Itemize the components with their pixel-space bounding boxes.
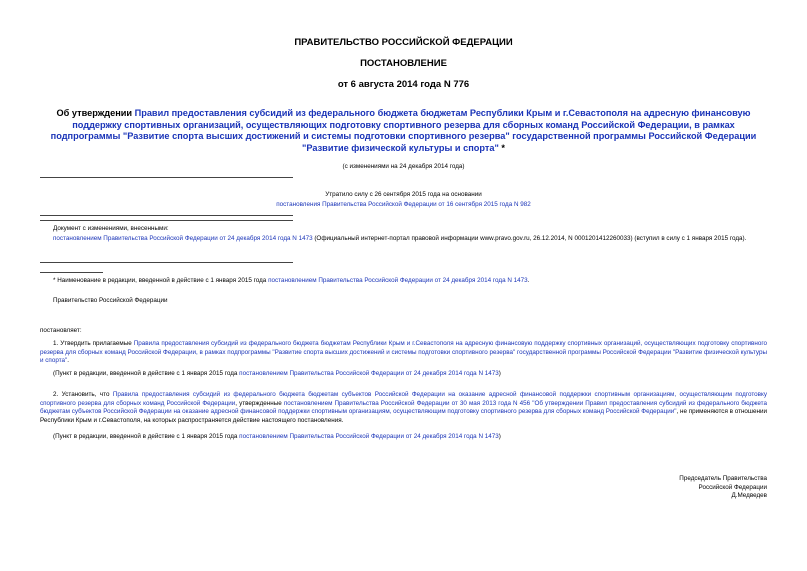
- item-2-note-link[interactable]: постановлением Правительства Российской Федерации от 24 декабря 2014 года N 1473: [239, 433, 499, 440]
- footnote-divider: [40, 272, 103, 273]
- footnote-end: .: [527, 277, 530, 284]
- changes-link[interactable]: постановлением Правительства Российской Федерации от 24 декабря 2014 года N 1473: [53, 235, 313, 242]
- item-2-decree-link[interactable]: постановлением Правительства Российской Федерации от 30 мая 2013 года N 456 "Об утверждении Правил предоставления субсидий из федерального бюджета бюджетам субъектов Российской Федерации на оказание адресной финансовой поддержки спортивным организациям, осуществляющим подготовку спортивного резерва для сборных команд Российской Федерации": [40, 399, 767, 416]
- divider: [40, 262, 293, 263]
- item-2-mid: , утвержденные: [235, 399, 284, 407]
- divider: [40, 177, 293, 178]
- item-1-note-text: (Пункт в редакции, введенной в действие с 1 января 2015 года: [53, 370, 240, 377]
- item-1-note-end: ): [498, 370, 501, 377]
- title-rules-link[interactable]: Правил предоставления субсидий из федерального бюджета бюджетам Республики Крым и г.Севастополя на адресную финансовую поддержку спортивных организаций, осуществляющих подготовку спортивного резерва для сборных команд Российской Федерации, в рамках подпрограммы "Развитие спорта высших достижений и системы подготовки спортивного резерва" государственной программы Российской Федерации "Развитие физической культуры и спорта": [50, 108, 757, 153]
- item-2-note-end: ): [498, 433, 501, 440]
- government-heading: ПРАВИТЕЛЬСТВО РОССИЙСКОЙ ФЕДЕРАЦИИ: [294, 37, 513, 48]
- item-1-note: [53, 370, 501, 379]
- item-1-note-link[interactable]: постановлением Правительства Российской Федерации от 24 декабря 2014 года N 1473: [239, 370, 499, 377]
- decides-word: постановляет:: [40, 327, 82, 334]
- item-1-start: 1. Утвердить прилагаемые: [53, 340, 134, 347]
- lost-force-link[interactable]: постановления Правительства Российской Федерации от 16 сентября 2015 года N 982: [276, 201, 531, 208]
- footnote-link[interactable]: постановлением Правительства Российской Федерации от 24 декабря 2014 года N 1473: [268, 277, 528, 284]
- document-date-number: от 6 августа 2014 года N 776: [337, 79, 470, 90]
- document-title: [40, 108, 767, 154]
- item-2-end: , не применяются в отношении Республики Крым и г.Севастополя, на которых распространяется действие настоящего постановления.: [40, 408, 768, 424]
- item-2: [40, 391, 767, 425]
- item-1-rules-link[interactable]: Правила предоставления субсидий из федерального бюджета бюджетам Республики Крым и г.Севастополя на адресную финансовую поддержку спортивных организаций, осуществляющих подготовку спортивного резерва для сборных команд Российской Федерации, в рамках подпрограммы "Развитие спорта высших достижений и системы подготовки спортивного резерва" государственной программы Российской Федерации "Развитие физической культуры и спорта": [40, 340, 768, 365]
- item-1-end: .: [67, 357, 69, 365]
- item-1: [40, 340, 767, 366]
- footnote-text: * Наименование в редакции, введенной в действие с 1 января 2015 года: [53, 277, 269, 284]
- item-2-start: 2. Установить, что: [53, 391, 113, 398]
- signature-org: Российской Федерации: [698, 483, 767, 491]
- amended-note: (с изменениями на 24 декабря 2014 года): [342, 163, 465, 170]
- signature-block: [679, 475, 767, 501]
- divider: [40, 220, 293, 221]
- issuer: Правительство Российской Федерации: [53, 297, 168, 304]
- item-2-note: [53, 433, 501, 442]
- changes-rest: (Официальный интернет-портал правовой информации www.pravo.gov.ru, 26.12.2014, N 0001201412260033) (вступил в силу с 1 января 2015 года).: [312, 235, 747, 242]
- changes-paragraph: [40, 235, 767, 244]
- divider: [40, 215, 293, 216]
- changes-intro: Документ с изменениями, внесенными:: [53, 225, 169, 232]
- item-2-rules-link[interactable]: Правила предоставления субсидий из федерального бюджета бюджетам субъектов Российской Федерации на оказание адресной финансовой поддержки спортивным организациям, осуществляющим подготовку спортивного резерва для сборных команд Российской Федерации: [40, 391, 767, 407]
- title-suffix: *: [498, 142, 505, 153]
- signature-name: Д.Медведев: [731, 492, 767, 500]
- signature-title: Председатель Правительства: [679, 475, 767, 482]
- lost-force-text: Утратило силу с 26 сентября 2015 года на основании: [325, 191, 482, 198]
- footnote: [53, 277, 529, 286]
- item-2-note-text: (Пункт в редакции, введенной в действие с 1 января 2015 года: [53, 433, 240, 440]
- document-type: ПОСТАНОВЛЕНИЕ: [360, 58, 447, 69]
- title-prefix: Об утверждении: [56, 108, 135, 118]
